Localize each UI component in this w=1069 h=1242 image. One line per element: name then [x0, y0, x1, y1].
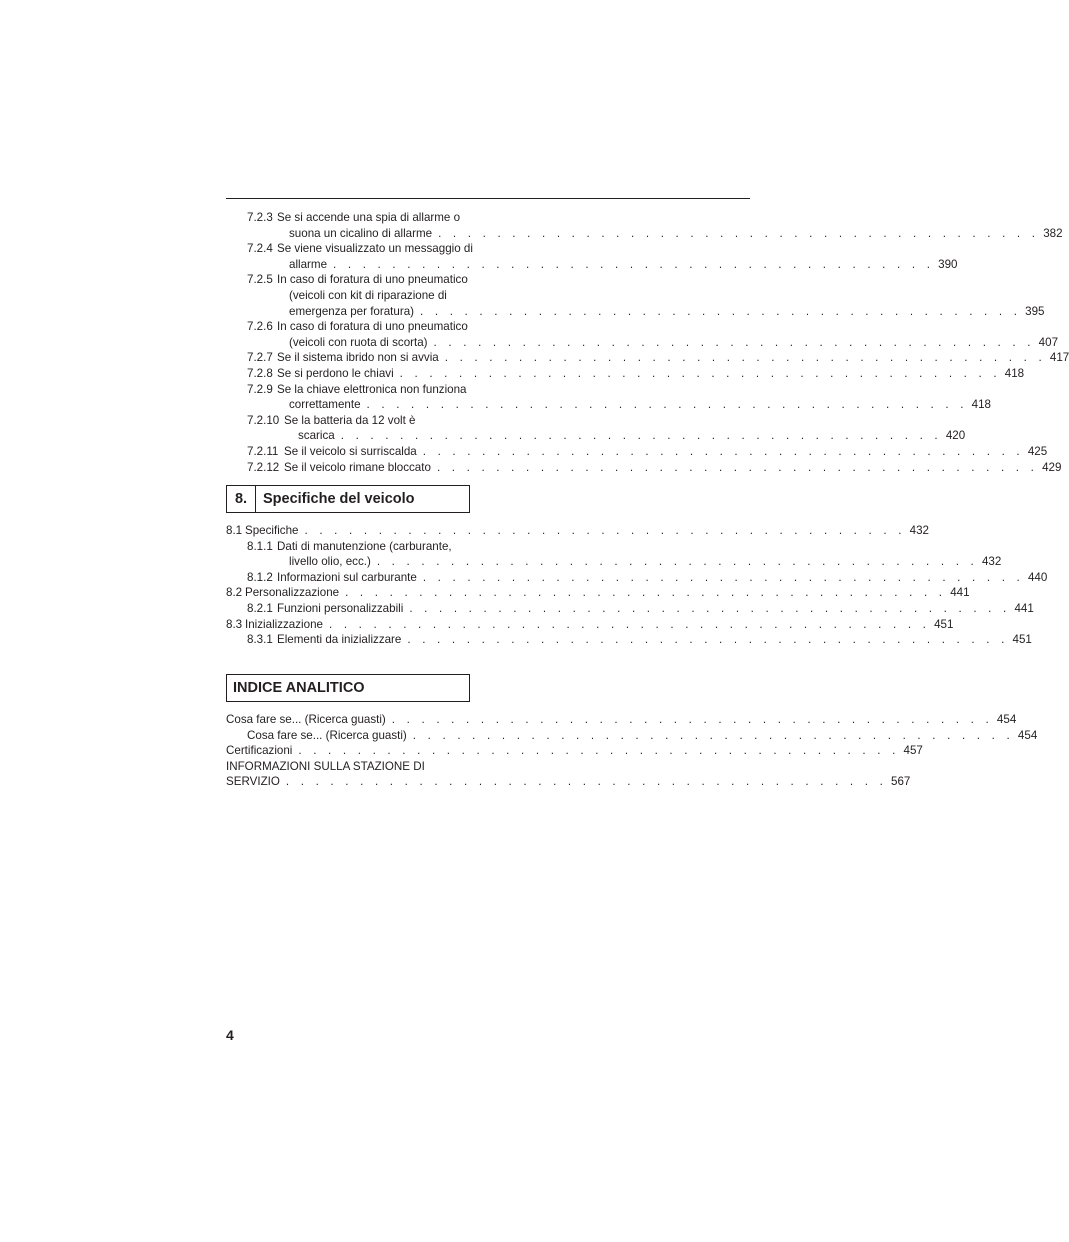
toc-entry-title: suona un cicalino di allarme [289, 226, 433, 240]
toc-entry-title-line: Se si accende una spia di allarme o [277, 211, 461, 224]
toc-entry-title: (veicoli con ruota di scorta) [289, 335, 428, 349]
toc-entry-number: 8.2 [226, 586, 243, 600]
toc-entry-leader-line[interactable] [284, 460, 1062, 475]
toc-entry-title: scarica [298, 429, 335, 443]
toc-page-number: 418 [971, 398, 991, 412]
leader-dots: . . . . . . . . . . . . . . . . . . . . . . . . . . . . . . . . . . . . . . . . . [407, 633, 1009, 647]
toc-entry-number: 7.2.3 [247, 211, 273, 224]
leader-dots: . . . . . . . . . . . . . . . . . . . . . . . . . . . . . . . . . . . . . . . . . [436, 460, 1039, 474]
toc-entry-number: 7.2.11 [247, 445, 279, 458]
toc-entry-title: Cosa fare se... (Ricerca guasti) [226, 713, 386, 726]
chapter-title: Specifiche del veicolo [263, 491, 415, 507]
toc-entry-title: Se si perdono le chiavi [277, 367, 394, 380]
leader-dots: . . . . . . . . . . . . . . . . . . . . . . . . . . . . . . . . . . . . . . . . . [298, 744, 900, 758]
toc-entry-number: 7.2.10 [247, 413, 280, 427]
toc-page-number: 390 [938, 257, 958, 271]
toc-entry-number: 8.3 [226, 617, 243, 631]
toc-page-number: 440 [1027, 570, 1048, 584]
toc-entry-title: SERVIZIO [226, 775, 280, 789]
toc-entry-leader-line[interactable] [277, 350, 1069, 365]
toc-page-number: 567 [891, 775, 911, 789]
leader-dots: . . . . . . . . . . . . . . . . . . . . . . . . . . . . . . . . . . . . . . . . . [304, 524, 906, 537]
toc-page-number: 407 [1038, 335, 1059, 349]
toc-entry-title: Se il veicolo si surriscalda [284, 445, 417, 458]
toc-entry-leader-line[interactable] [289, 226, 1063, 241]
leader-dots: . . . . . . . . . . . . . . . . . . . . . . . . . . . . . . . . . . . . . . . . . [422, 570, 1024, 584]
toc-page-number: 417 [1049, 351, 1069, 365]
toc-entry-title: Funzioni personalizzabili [277, 602, 404, 615]
leader-dots: . . . . . . . . . . . . . . . . . . . . . . . . . . . . . . . . . . . . . . . . . [422, 445, 1024, 458]
leader-dots: . . . . . . . . . . . . . . . . . . . . . . . . . . . . . . . . . . . . . . . . . [409, 602, 1011, 615]
chapter-number: 8. [227, 486, 256, 512]
toc-page-number: 451 [934, 617, 954, 631]
toc-entry-number: 7.2.12 [247, 460, 280, 474]
toc-page-number: 418 [1004, 367, 1025, 380]
toc-entry-title: Certificazioni [226, 744, 293, 758]
leader-dots: . . . . . . . . . . . . . . . . . . . . . . . . . . . . . . . . . . . . . . . . . [333, 257, 935, 271]
toc-entry-number: 7.2.5 [247, 273, 273, 287]
toc-entry-title: Personalizzazione [245, 586, 340, 600]
toc-entry-title: correttamente [289, 398, 361, 412]
leader-dots: . . . . . . . . . . . . . . . . . . . . . . . . . . . . . . . . . . . . . . . . . [391, 713, 993, 726]
toc-entry-leader-line[interactable] [277, 366, 1025, 381]
toc-entry-number: 8.1 [226, 524, 243, 537]
toc-page-number: 451 [1012, 633, 1032, 647]
leader-dots: . . . . . . . . . . . . . . . . . . . . . . . . . . . . . . . . . . . . . . . . . [438, 226, 1040, 240]
toc-page-number: 432 [909, 524, 929, 537]
toc-entry-number: 7.2.4 [247, 242, 273, 256]
toc-entry-leader-line[interactable] [277, 570, 1048, 585]
index-heading [226, 674, 470, 702]
toc-entry-title: allarme [289, 257, 328, 271]
toc-entry-title: emergenza per foratura) [289, 304, 415, 318]
toc-entry-title-line: In caso di foratura di uno pneumatico [277, 320, 468, 334]
leader-dots: . . . . . . . . . . . . . . . . . . . . . . . . . . . . . . . . . . . . . . . . . [340, 429, 942, 443]
leader-dots: . . . . . . . . . . . . . . . . . . . . . . . . . . . . . . . . . . . . . . . . . [412, 728, 1014, 742]
toc-page-number: 425 [1027, 445, 1048, 458]
toc-entry-leader-line[interactable] [284, 444, 1048, 459]
toc-entry-number: 8.3.1 [247, 633, 273, 647]
toc-entry-title: livello olio, ecc.) [289, 555, 371, 569]
toc-page-number: 441 [950, 586, 970, 600]
leader-dots: . . . . . . . . . . . . . . . . . . . . . . . . . . . . . . . . . . . . . . . . . [285, 775, 888, 789]
toc-entry-leader-line[interactable] [245, 617, 954, 632]
toc-page-number: 432 [981, 555, 1002, 569]
toc-entry-leader-line[interactable] [277, 632, 1032, 647]
toc-page-number: 454 [1017, 728, 1038, 742]
toc-entry-leader-line[interactable] [289, 257, 958, 272]
leader-dots: . . . . . . . . . . . . . . . . . . . . . . . . . . . . . . . . . . . . . . . . . [366, 398, 968, 412]
toc-page-number: 454 [996, 713, 1017, 726]
toc-page-number: 457 [903, 744, 923, 758]
toc-entry-title: Inizializzazione [245, 617, 323, 631]
page-number: 4 [226, 1027, 234, 1043]
toc-entry-title: Se il sistema ibrido non si avvia [277, 351, 439, 365]
toc-entry-title: Informazioni sul carburante [277, 570, 417, 584]
toc-entry-number: 8.1.2 [247, 570, 273, 584]
toc-entry-title-line: Se la batteria da 12 volt è [284, 413, 416, 427]
toc-page-number: 382 [1043, 226, 1063, 240]
toc-entry-leader-line[interactable] [277, 601, 1034, 616]
toc-entry-leader-line[interactable] [226, 774, 911, 789]
chapter-heading-8 [226, 485, 470, 513]
toc-entry-number: 8.1.1 [247, 539, 273, 553]
index-title: INDICE ANALITICO [233, 680, 365, 696]
toc-entry-number: 7.2.7 [247, 351, 273, 365]
toc-entry-title-line: Se viene visualizzato un messaggio di [277, 242, 473, 256]
leader-dots: . . . . . . . . . . . . . . . . . . . . . . . . . . . . . . . . . . . . . . . . . [444, 351, 1046, 365]
toc-entry-title-line: INFORMAZIONI SULLA STAZIONE DI [226, 759, 425, 773]
leader-dots: . . . . . . . . . . . . . . . . . . . . . . . . . . . . . . . . . . . . . . . . . [328, 617, 931, 631]
toc-entry-leader-line[interactable] [289, 335, 1059, 350]
toc-entry-leader-line[interactable] [226, 743, 923, 758]
toc-page-number: 420 [945, 429, 966, 443]
toc-entry-title-line: Se la chiave elettronica non funziona [277, 382, 467, 396]
toc-entry-title: Elementi da inizializzare [277, 633, 402, 647]
toc-entry-leader-line[interactable] [245, 585, 970, 600]
toc-entry-title: Specifiche [245, 524, 299, 537]
toc-page-number: 441 [1014, 602, 1034, 615]
toc-entry-title: Se il veicolo rimane bloccato [284, 460, 431, 474]
leader-dots: . . . . . . . . . . . . . . . . . . . . . . . . . . . . . . . . . . . . . . . . . [376, 555, 978, 569]
toc-entry-leader-line[interactable] [245, 523, 929, 538]
toc-entry-leader-line[interactable] [289, 397, 991, 412]
leader-dots: . . . . . . . . . . . . . . . . . . . . . . . . . . . . . . . . . . . . . . . . . [345, 586, 947, 600]
toc-entry-title-line: Dati di manutenzione (carburante, [277, 539, 452, 553]
leader-dots: . . . . . . . . . . . . . . . . . . . . . . . . . . . . . . . . . . . . . . . . . [433, 335, 1035, 349]
toc-entry-number: 7.2.6 [247, 320, 273, 334]
toc-entry-number: 7.2.8 [247, 367, 273, 380]
toc-entry-number: 7.2.9 [247, 382, 273, 396]
toc-entry-leader-line[interactable] [289, 304, 1045, 319]
toc-page-number: 429 [1042, 460, 1062, 474]
toc-entry-leader-line[interactable] [226, 712, 1017, 727]
leader-dots: . . . . . . . . . . . . . . . . . . . . . . . . . . . . . . . . . . . . . . . . . [420, 304, 1022, 318]
toc-entry-number: 8.2.1 [247, 602, 273, 615]
toc-entry-title-line: (veicoli con kit di riparazione di [289, 289, 447, 302]
leader-dots: . . . . . . . . . . . . . . . . . . . . . . . . . . . . . . . . . . . . . . . . . [399, 367, 1001, 380]
toc-entry-leader-line[interactable] [247, 728, 1038, 743]
toc-entry-title-line: In caso di foratura di uno pneumatico [277, 273, 468, 287]
toc-entry-leader-line[interactable] [289, 554, 1002, 569]
toc-page-number: 395 [1025, 304, 1045, 318]
toc-entry-title: Cosa fare se... (Ricerca guasti) [247, 728, 407, 742]
toc-entry-leader-line[interactable] [298, 428, 966, 443]
